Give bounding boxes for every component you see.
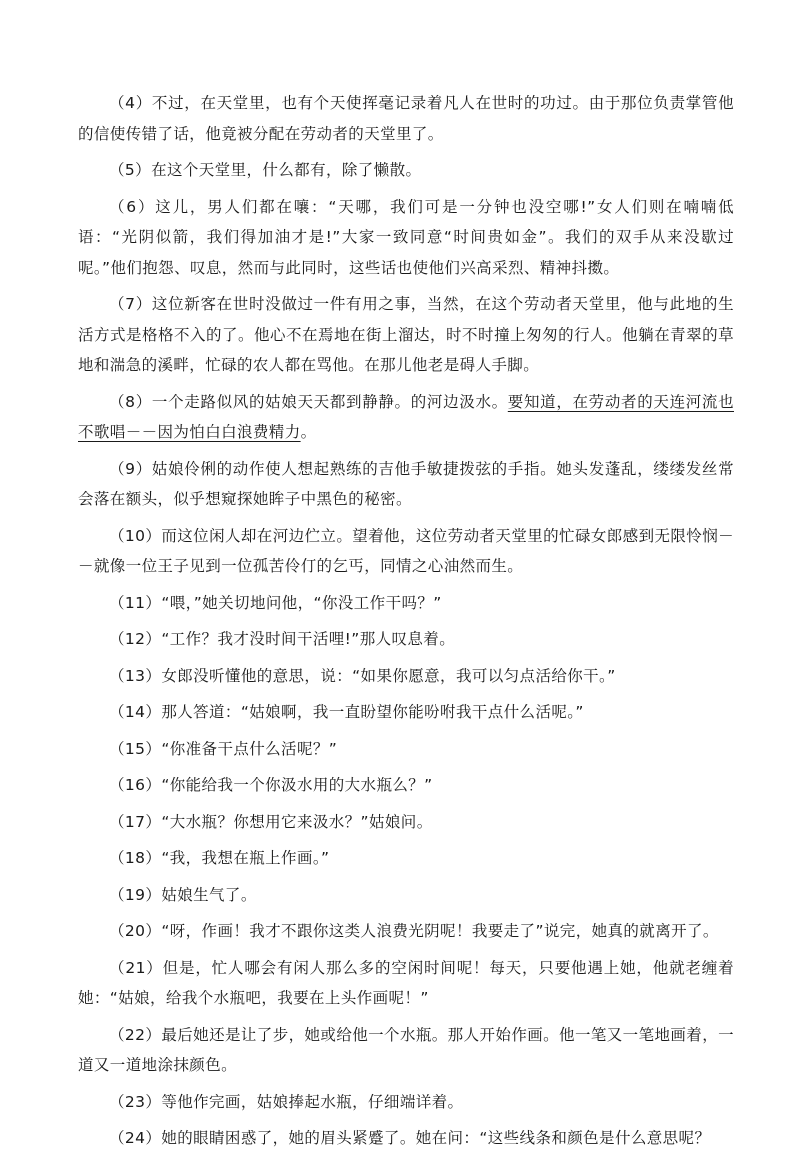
paragraph-text-tail: 。 bbox=[300, 423, 317, 441]
paragraph-22 bbox=[78, 1020, 734, 1081]
paragraph-text: 一个走路似风的姑娘天天都到静静。的河边汲水。 bbox=[151, 392, 508, 411]
paragraph-15 bbox=[78, 734, 734, 765]
paragraph-4 bbox=[78, 88, 734, 149]
paragraph-number: （14） bbox=[109, 703, 162, 721]
paragraph-number: （18） bbox=[109, 849, 162, 867]
paragraph-number: （7） bbox=[109, 295, 152, 313]
paragraph-13 bbox=[78, 661, 734, 692]
paragraph-5 bbox=[78, 155, 734, 186]
paragraph-7 bbox=[78, 289, 734, 381]
paragraph-text: 姑娘生气了。 bbox=[161, 885, 257, 904]
paragraph-text: “你准备干点什么活呢？” bbox=[161, 739, 338, 758]
paragraph-20 bbox=[78, 916, 734, 947]
paragraph-number: （19） bbox=[109, 885, 162, 904]
paragraph-text: “工作？我才没时间干活哩!”那人叹息着。 bbox=[161, 630, 456, 648]
paragraph-text: 而这位闲人却在河边伫立。望着他，这位劳动者天堂里的忙碌女郎感到无限怜悯－－就像一位王子见到一位孤苦伶仃的乞丐，同情之心油然而生。 bbox=[78, 526, 735, 575]
paragraph-text: 女郎没听懂他的意思，说：“如果你愿意，我可以匀点活给你干。” bbox=[161, 666, 616, 685]
paragraph-text: “喂，”她关切地问他，“你没工作干吗？” bbox=[161, 593, 442, 612]
paragraph-21 bbox=[78, 953, 734, 1014]
paragraph-number: （17） bbox=[109, 812, 162, 831]
paragraph-text: 在这个天堂里，什么都有，除了懒散。 bbox=[151, 161, 422, 179]
paragraph-18 bbox=[78, 843, 734, 874]
paragraph-text: 那人答道：“姑娘啊，我一直盼望你能吩咐我干点什么活呢。” bbox=[161, 703, 584, 721]
paragraph-text: “我，我想在瓶上作画。” bbox=[161, 849, 330, 867]
paragraph-number: （12） bbox=[109, 630, 162, 648]
paragraph-number: （9） bbox=[109, 459, 152, 478]
paragraph-9 bbox=[78, 454, 734, 515]
paragraph-number: （4） bbox=[109, 94, 152, 112]
paragraph-10 bbox=[78, 521, 734, 582]
paragraph-14 bbox=[78, 697, 734, 728]
paragraph-number: （22） bbox=[109, 1025, 162, 1044]
paragraph-19 bbox=[78, 880, 734, 911]
paragraph-text: 这位新客在世时没做过一件有用之事，当然，在这个劳动者天堂里，他与此地的生活方式是格格不入的了。他心不在焉地在街上溜达，时不时撞上匆匆的行人。他躺在青翠的草地和湍急的溪畔，忙碌的农人都在骂他。在那儿他老是碍人手脚。 bbox=[78, 295, 735, 374]
paragraph-11 bbox=[78, 588, 734, 619]
paragraph-number: （13） bbox=[109, 666, 162, 685]
paragraph-6 bbox=[78, 192, 734, 284]
paragraph-16 bbox=[78, 770, 734, 801]
paragraph-12 bbox=[78, 624, 734, 655]
paragraph-23 bbox=[78, 1087, 734, 1118]
paragraph-number: （23） bbox=[109, 1092, 162, 1111]
paragraph-text: 不过，在天堂里，也有个天使挥毫记录着凡人在世时的功过。由于那位负责掌管他的信使传错了话，他竟被分配在劳动者的天堂里了。 bbox=[78, 94, 735, 143]
paragraph-text: “大水瓶？你想用它来汲水？”姑娘问。 bbox=[161, 812, 433, 831]
paragraph-text: “呀，作画！我才不跟你这类人浪费光阴呢！我要走了”说完，她真的就离开了。 bbox=[161, 922, 719, 940]
paragraph-number: （8） bbox=[109, 392, 152, 411]
paragraph-number: （20） bbox=[109, 922, 162, 940]
paragraph-8 bbox=[78, 387, 734, 448]
paragraph-text: 她的眼睛困惑了，她的眉头紧蹙了。她在问：“这些线条和颜色是什么意思呢？ bbox=[161, 1129, 711, 1147]
paragraph-text: 等他作完画，姑娘捧起水瓶，仔细端详着。 bbox=[161, 1092, 464, 1111]
text-body bbox=[78, 88, 734, 1160]
paragraph-17 bbox=[78, 807, 734, 838]
paragraph-text: 最后她还是让了步，她或给他一个水瓶。那人开始作画。他一笔又一笔地画着，一道又一道地涂抹颜色。 bbox=[78, 1025, 735, 1074]
paragraph-text: 姑娘伶俐的动作使人想起熟练的吉他手敏捷拨弦的手指。她头发蓬乱，缕缕发丝常会落在额头，似乎想窥探她眸子中黑色的秘密。 bbox=[78, 459, 735, 508]
underlined-sentence: 要知道，在劳动者的天连河流也不歌唱－－因为怕白白浪费精力 bbox=[78, 392, 734, 441]
paragraph-text: 这儿，男人们都在嚷：“天哪，我们可是一分钟也没空哪!”女人们则在喃喃低语：“光阴似箭，我们得加油才是!”大家一致同意“时间贵如金”。我们的双手从来没歇过呢。”他们抱怨、叹息，然而与此同时，这些话也使他们兴高采烈、精神抖擞。 bbox=[78, 197, 735, 277]
paragraph-number: （5） bbox=[109, 161, 152, 179]
paragraph-number: （11） bbox=[109, 593, 162, 612]
paragraph-number: （15） bbox=[109, 739, 162, 758]
paragraph-text: 但是，忙人哪会有闲人那么多的空闲时间呢！每天，只要他遇上她，他就老缠着她：“姑娘，给我个水瓶吧，我要在上头作画呢！” bbox=[78, 958, 734, 1007]
paragraph-number: （6） bbox=[109, 197, 156, 216]
paragraph-text: “你能给我一个你汲水用的大水瓶么？” bbox=[161, 776, 433, 794]
paragraph-number: （21） bbox=[109, 958, 163, 977]
paragraph-24 bbox=[78, 1123, 734, 1154]
paragraph-number: （10） bbox=[109, 526, 162, 545]
paragraph-number: （24） bbox=[109, 1129, 162, 1147]
paragraph-number: （16） bbox=[109, 776, 162, 794]
